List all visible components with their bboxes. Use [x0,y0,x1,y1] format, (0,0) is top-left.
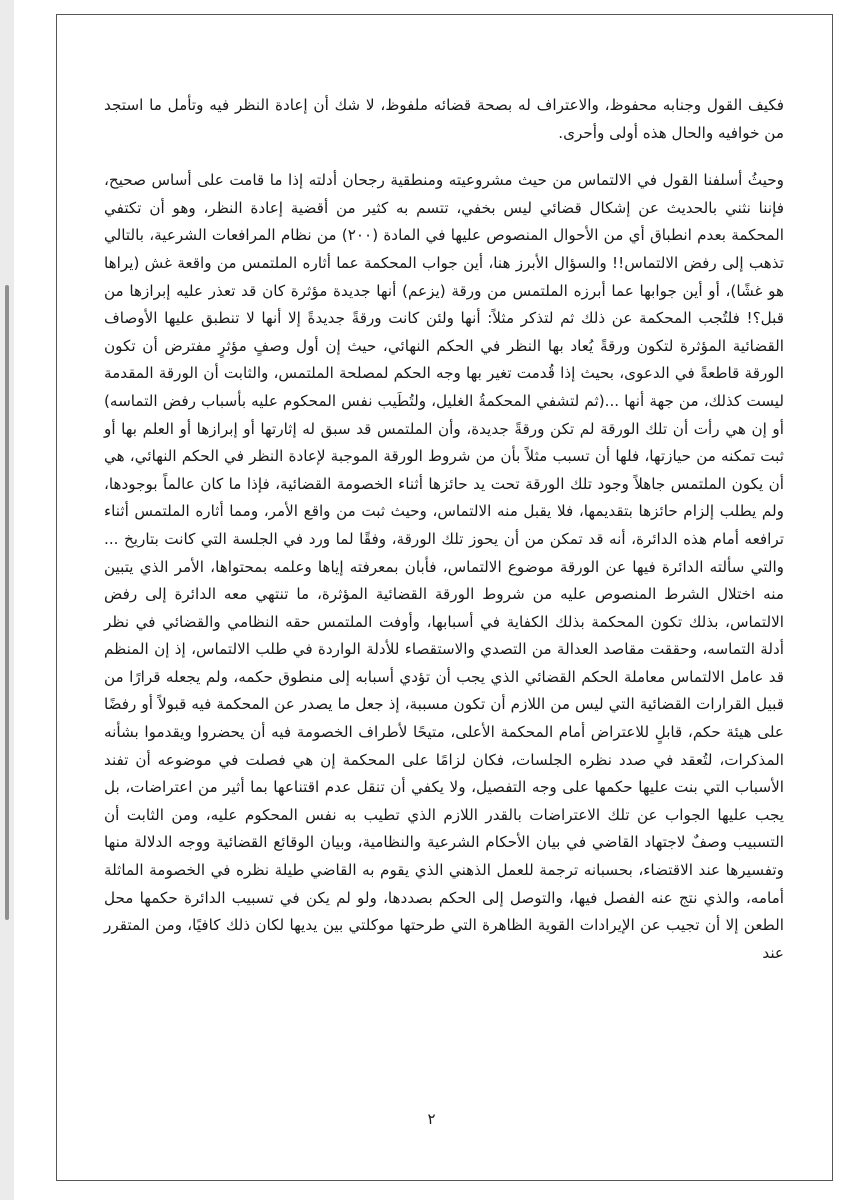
paragraph-2: وحيثُ أسلفنا القول في الالتماس من حيث مشروعيته ومنطقية رجحان أدلته إذا ما قامت على أساس صحيح، فإننا نثني بالحديث عن إشكال قضائي ليس بخفي، تتسم به كثير من أقضية إعادة النظر، وهو أن تكتفي المحكمة بعدم انطباق أي من الأحوال المنصوص عليها في المادة (٢٠٠) من نظام المرافعات الشرعية، بالتالي تذهب إلى رفض الالتماس!! والسؤال الأبرز هنا، أين جواب المحكمة عما أثاره الملتمس من واقعة غش (يراها هو غشًا)، أو أين جوابها عما أبرزه الملتمس من ورقة (يزعم) أنها جديدة مؤثرة كان قد تعذر عليه إبرازها من قبل؟! فلتُجب المحكمة عن ذلك ثم لتذكر مثلاً: أنها ولئن كانت ورقةً جديدةً إلا أنها لا تنطبق عليها الأوصاف القضائية المؤثرة لتكون ورقةً يُعاد بها النظر في الحكم النهائي، حيث إن أول وصفٍ مؤثرٍ مفترض أن تكون الورقة قاطعةً في الدعوى، بحيث إذا قُدمت تغير بها وجه الحكم لمصلحة الملتمس، والثابت أن الورقة المقدمة ليست كذلك، من جهة أنها ...(ثم لتشفي المحكمةُ الغليل، ولتُطَيب نفس المحكوم عليه بأسباب رفض التماسه) أو إن هي رأت أن تلك الورقة لم تكن ورقةً جديدة، وأن الملتمس قد سبق له إثارتها أو إبرازها أو العلم بها أو ثبت تمكنه من حيازتها، فلها أن تسبب مثلاً بأن من شروط الورقة الموجبة لإعادة النظر في الحكم النهائي، هي أن يكون الملتمس جاهلاً وجود تلك الورقة تحت يد حائزها أثناء الخصومة القضائية، فإذا ما كان عالماً بوجودها، ولم يطلب إلزام حائزها بتقديمها، فلا يقبل منه الالتماس، وحيث ثبت من واقع الأمر، ومما أثاره الملتمس أثناء ترافعه أمام هذه الدائرة، أنه قد تمكن من أن يحوز تلك الورقة، وفقًا لما ورد في الجلسة التي كانت بتاريخ ... والتي سألته الدائرة فيها عن الورقة موضوع الالتماس، فأبان بمعرفته إياها وعلمه بمحتواها، الأمر الذي يتبين منه اختلال الشرط المنصوص عليه من شروط الورقة القضائية المؤثرة، ما تنتهي معه الدائرة إلى رفض الالتماس، بذلك تكون المحكمة بذلك الكفاية في أسبابها، وأوفت الملتمس حقه النظامي والقضائي في نظر أدلة التماسه، وحققت مقاصد العدالة من التصدي والاستقصاء للأدلة الواردة في طلب الالتماس، إذ إن المنظم قد عامل الالتماس معاملة الحكم القضائي الذي يجب أن تؤدي أسبابه إلى منطوق حكمه، ولم يجعله قرارًا من قبيل القرارات القضائية التي ليس من اللازم أن تكون مسببة، إذ جعل ما يصدر عن المحكمة فيه قبولاً أو رفضًا على هيئة حكم، قابلٍ للاعتراض أمام المحكمة الأعلى، متيحًا لأطراف الخصومة فيه أن يحضروا ويقدموا بشأنه المذكرات، لتُعقد في صدد نظره الجلسات، فكان لزامًا على المحكمة إن هي فصلت في موضوعه أن تفند الأسباب التي بنت عليها حكمها على وجه التفصيل، ولا يكفي أن تنقل عدم اقتناعها بما أثير من اعتراضات، بل يجب عليها الجواب عن تلك الاعتراضات بالقدر اللازم الذي تطيب به نفس المحكوم عليه، ومن الثابت أن التسبيب وصفٌ لاجتهاد القاضي في بيان الأحكام الشرعية والنظامية، وبيان الوقائع القضائية ووجه الدلالة منها وتفسيرها عند الاقتضاء، بحسبانه ترجمة للعمل الذهني الذي يقوم به القاضي طيلة نظره في الخصومة الماثلة أمامه، والذي نتج عنه الفصل فيها، والتوصل إلى الحكم بصددها، ولو لم يكن في تسبيب الدائرة حكمها محل الطعن إلا أن تجيب عن الإيرادات القوية الظاهرة التي طرحتها موكلتي بين يديها لكان ذلك كافيًا، ومن المتقرر عند [104,171,784,962]
page-number: ٢ [427,1110,436,1128]
scrollbar-thumb[interactable] [5,285,9,920]
paragraph-1: فكيف القول وجنابه محفوظ، والاعتراف له بصحة قضائه ملفوظ، لا شك أن إعادة النظر فيه وتأمل ما استجد من خوافيه والحال هذه أولى وأحرى. [104,96,784,142]
document-body [104,92,784,967]
